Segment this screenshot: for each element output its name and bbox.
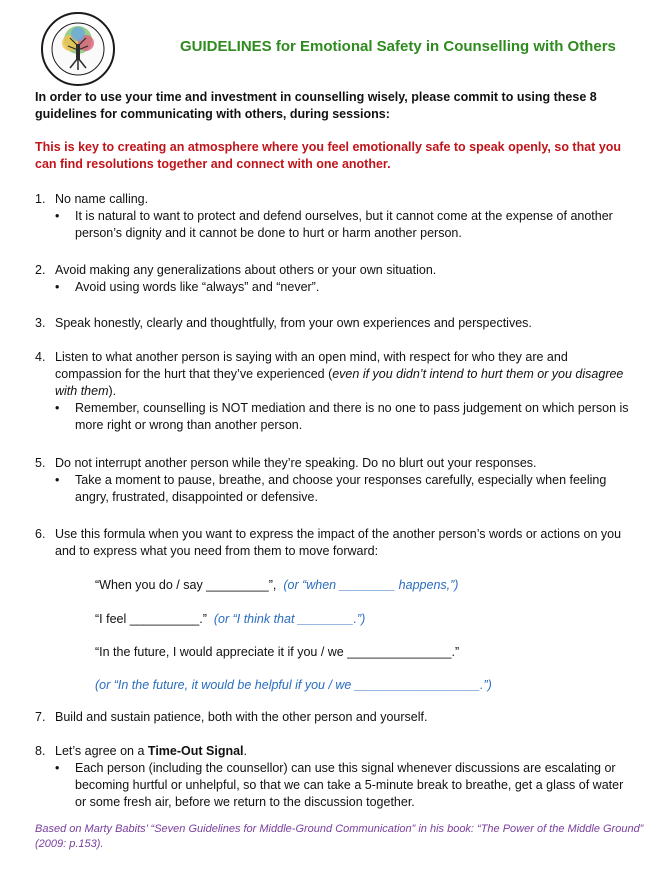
item-number: 4. <box>35 350 46 364</box>
guideline-item-3 <box>35 315 635 332</box>
bullet-dot-icon: • <box>55 473 60 487</box>
formula-alt-text: (or “when ________ happens,”) <box>283 578 459 592</box>
item-number: 5. <box>35 456 46 470</box>
bullet-dot-icon: • <box>55 280 60 294</box>
bullet-text: Remember, counselling is NOT mediation and there is no one to pass judgement on which person is more right or wrong than another person. <box>75 401 629 432</box>
item-text <box>55 743 635 760</box>
formula-text: “When you do / say _________”, <box>95 578 277 592</box>
item-text-italic: even if you didn’t intend to hurt them or you disagree with them <box>55 367 624 398</box>
guideline-item-1 <box>35 191 635 242</box>
formula-alt-text: (or “In the future, it would be helpful if you / we __________________.”) <box>95 678 492 692</box>
guideline-item-2 <box>35 262 635 296</box>
item-number: 6. <box>35 527 46 541</box>
page-title: GUIDELINES for Emotional Safety in Counselling with Others <box>180 38 616 55</box>
bullet-text: Each person (including the counsellor) can use this signal whenever discussions are escalating or becoming hurtful or unhelpful, so that we can take a 5-minute break to breathe, get a glass of water or some fresh air, before we return to the discussion together. <box>75 761 624 809</box>
item-text: Use this formula when you want to express the impact of the another person’s words or actions on you and to express what you need from them to move forward: <box>55 527 622 558</box>
tree-logo-icon <box>28 10 128 88</box>
formula-text: “In the future, I would appreciate it if you / we _______________.” <box>95 645 460 659</box>
logo <box>28 10 128 88</box>
formula-line-2 <box>95 611 635 628</box>
formula-text: “I feel __________.” <box>95 612 207 626</box>
item-bullet <box>55 279 635 296</box>
guideline-item-8 <box>35 743 635 811</box>
item-number: 3. <box>35 316 46 330</box>
bullet-text: It is natural to want to protect and defend ourselves, but it cannot come at the expense of another person’s dignity and it cannot be done to hurt or harm another person. <box>75 209 613 240</box>
item-text-main: Let’s agree on a <box>55 744 148 758</box>
emphasis-paragraph: This is key to creating an atmosphere where you feel emotionally safe to speak openly, so that you can find resolutions together and connect with one another. <box>35 140 622 171</box>
guideline-item-5 <box>35 455 635 506</box>
item-number: 1. <box>35 192 46 206</box>
intro-paragraph: In order to use your time and investment in counselling wisely, please commit to using these 8 guidelines for communicating with others, during sessions: <box>35 90 597 121</box>
item-text <box>55 349 635 400</box>
item-bullet <box>55 208 635 242</box>
bullet-dot-icon: • <box>55 209 60 223</box>
item-text: Do not interrupt another person while they’re speaking. Do no blurt out your responses. <box>55 456 537 470</box>
item-text-end: ). <box>108 384 117 398</box>
item-text-end: . <box>243 744 248 758</box>
item-bullet <box>55 472 635 506</box>
formula-line-1 <box>95 577 635 594</box>
guideline-item-4 <box>35 349 635 434</box>
guideline-item-7 <box>35 709 635 726</box>
item-text: No name calling. <box>55 192 149 206</box>
item-bullet <box>55 400 635 434</box>
guideline-item-6 <box>35 526 635 560</box>
formula-line-4 <box>95 677 635 694</box>
citation-footer: Based on Marty Babits’ “Seven Guidelines for Middle-Ground Communication” in his book: “The Power of the Middle Ground” (2009: p.153). <box>35 823 644 850</box>
bullet-text: Avoid using words like “always” and “never”. <box>75 280 320 294</box>
item-text: Avoid making any generalizations about others or your own situation. <box>55 263 437 277</box>
formula-line-3 <box>95 644 635 661</box>
bullet-dot-icon: • <box>55 761 60 775</box>
item-text: Speak honestly, clearly and thoughtfully, from your own experiences and perspectives. <box>55 316 532 330</box>
item-bullet <box>55 760 635 811</box>
logo-text-bottom <box>0 0 1 1</box>
item-number: 2. <box>35 263 46 277</box>
item-text-bold: Time-Out Signal <box>147 744 244 758</box>
item-text-main: Listen to what another person is saying with an open mind, with respect for who they are and compassion for the hurt that they’ve experienced ( <box>55 350 568 381</box>
formula-alt-text: (or “I think that ________.”) <box>213 612 366 626</box>
item-number: 7. <box>35 710 46 724</box>
item-number: 8. <box>35 744 46 758</box>
item-text: Build and sustain patience, both with the other person and yourself. <box>55 710 428 724</box>
bullet-text: Take a moment to pause, breathe, and choose your responses carefully, especially when feeling angry, frustrated, disappointed or defensive. <box>75 473 607 504</box>
bullet-dot-icon: • <box>55 401 60 415</box>
